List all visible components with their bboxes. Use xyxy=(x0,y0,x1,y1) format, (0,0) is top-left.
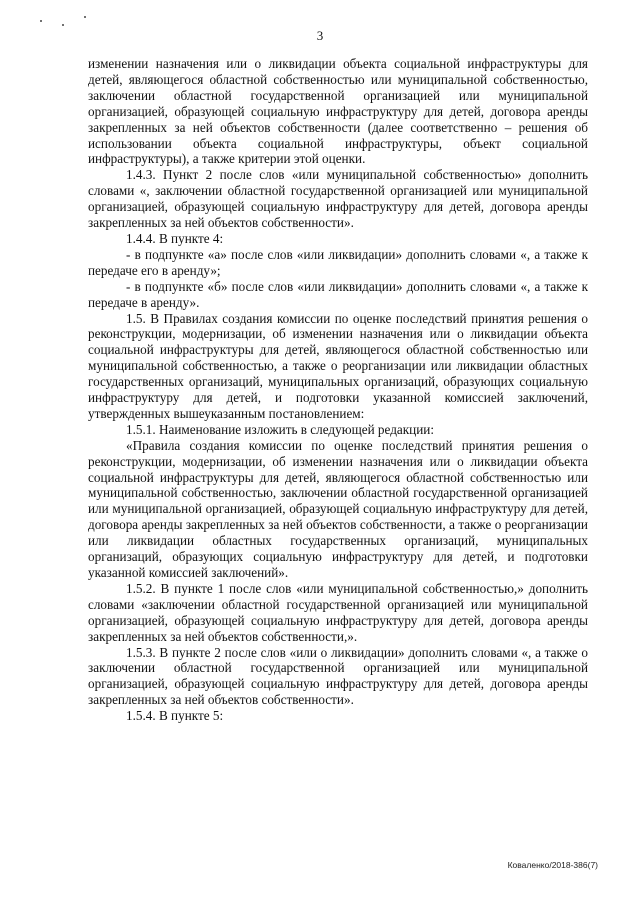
page-number: 3 xyxy=(316,28,324,43)
paragraph: 1.5.2. В пункте 1 после слов «или муниципальной собственностью,» дополнить словами «заключении областной государственной организацией или муниципальной организацией, образующей социальную инфраструктуру для детей, договора аренды закрепленных за ней объектов собственности,». xyxy=(88,580,588,644)
paragraph: - в подпункте «а» после слов «или ликвидации» дополнить словами «, а также к передаче его в аренду»; xyxy=(88,246,588,278)
scan-speck xyxy=(40,20,42,22)
paragraph: - в подпункте «б» после слов «или ликвидации» дополнить словами «, а также к передаче в аренду». xyxy=(88,278,588,310)
scan-speck xyxy=(62,24,64,26)
document-body xyxy=(88,56,588,724)
paragraph: 1.5. В Правилах создания комиссии по оценке последствий принятия решения о реконструкции, модернизации, об изменении назначения или о ликвидации объекта социальной инфраструктуры для детей, являющегося областной собственностью или муниципальной собственностью, а также о реорганизации или ликвидации областных государственных организаций, муниципальных организаций, образующих социальную инфраструктуру для детей, и подготовки указанной комиссией заключений, утвержденных вышеуказанным постановлением: xyxy=(88,310,588,421)
paragraph: 1.5.1. Наименование изложить в следующей редакции: xyxy=(126,421,435,437)
scan-speck xyxy=(84,16,86,18)
paragraph: 1.4.4. В пункте 4: xyxy=(126,230,224,246)
paragraph: изменении назначения или о ликвидации объекта социальной инфраструктуры для детей, являющегося областной собственностью или муниципальной собственностью, заключении областной государственной организацией или муниципальной организацией, образующей социальную инфраструктуру для детей, договора аренды закрепленных за ней объектов собственности (далее соответственно – решения об использовании объекта социальной инфраструктуры, объект социальной инфраструктуры), а также критерии этой оценки. xyxy=(88,56,588,167)
document-reference: Коваленко/2018-386(7) xyxy=(507,860,598,870)
paragraph: 1.4.3. Пункт 2 после слов «или муниципальной собственностью» дополнить словами «, заключении областной государственной организацией или муниципальной организацией, образующей социальную инфраструктуру для детей, договора аренды закрепленных за ней объектов собственности». xyxy=(88,167,588,231)
paragraph: 1.5.3. В пункте 2 после слов «или о ликвидации» дополнить словами «, а также о заключении областной государственной организацией или муниципальной организацией, образующей социальную инфраструктуру для детей, договора аренды закрепленных за ней объектов собственности». xyxy=(88,644,588,708)
paragraph: «Правила создания комиссии по оценке последствий принятия решения о реконструкции, модернизации, об изменении назначения или о ликвидации объекта социальной инфраструктуры для детей, являющегося областной собственностью или муниципальной собственностью, заключении областной государственной организацией или муниципальной организацией, образующей социальную инфраструктуру для детей, договора аренды закрепленных за ней объектов собственности, а также о реорганизации или ликвидации областных государственных организаций, муниципальных организаций, образующих социальную инфраструктуру для детей, и подготовки указанной комиссией заключений». xyxy=(88,437,588,580)
paragraph: 1.5.4. В пункте 5: xyxy=(126,708,224,724)
